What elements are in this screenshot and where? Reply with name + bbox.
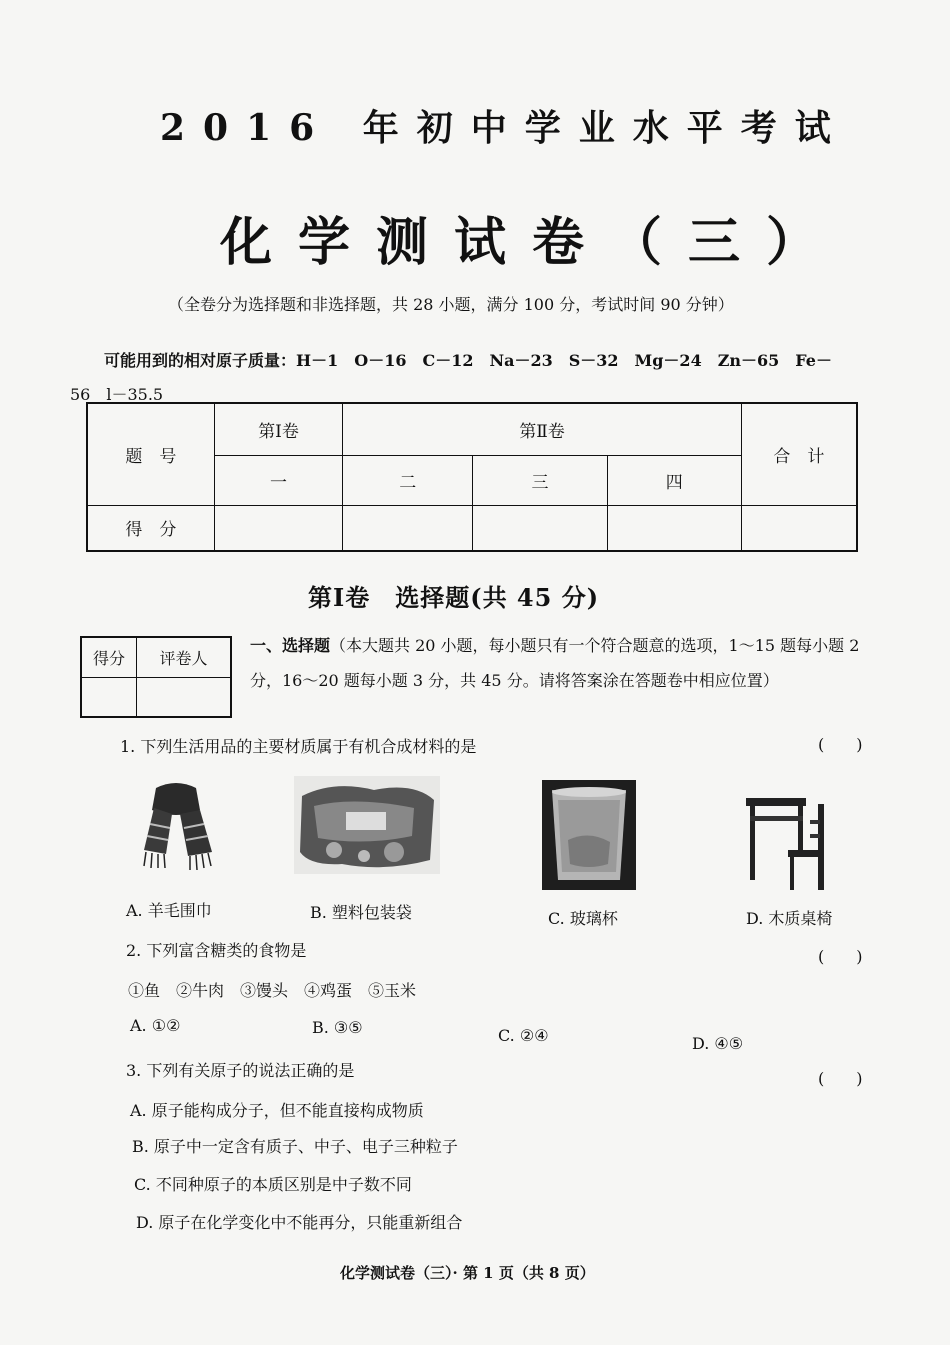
instr-text: （本大题共 20 小题，每小题只有一个符合题意的选项，1～15 题每小题 2 分，16～20 题每小题 3 分，共 45 分。请将答案涂在答题卷中相应位置）	[250, 636, 860, 690]
q3-answer-paren[interactable]: ( )	[818, 1069, 863, 1088]
grader-person-label: 评卷人	[137, 637, 232, 677]
score-cell-3[interactable]	[473, 505, 607, 551]
instr-heading: 一、选择题	[250, 636, 331, 655]
score-table-score-label: 得 分	[87, 505, 214, 551]
q3-option-a[interactable]: A. 原子能构成分子，但不能直接构成物质	[130, 1101, 424, 1120]
q1-option-d[interactable]: D. 木质桌椅	[746, 909, 833, 928]
section1-instructions	[250, 628, 860, 698]
q3-stem: 3. 下列有关原子的说法正确的是	[126, 1061, 355, 1080]
q1-answer-paren[interactable]: ( )	[818, 735, 863, 754]
score-cell-1[interactable]	[214, 505, 342, 551]
grader-box	[80, 636, 232, 718]
q1-option-b[interactable]: B. 塑料包装袋	[310, 903, 412, 922]
score-table-part2: 第Ⅱ卷	[343, 403, 742, 455]
wooden-desk-chair-image	[744, 790, 838, 894]
atomic-masses-line2: 56 l－35.5	[70, 385, 164, 404]
plastic-bag-image	[294, 776, 440, 874]
q3-option-d[interactable]: D. 原子在化学变化中不能再分，只能重新组合	[136, 1213, 463, 1232]
grader-score-label: 得分	[81, 637, 137, 677]
score-table-col-1: 一	[214, 455, 342, 505]
exam-subtitle: （全卷分为选择题和非选择题，共 28 小题，满分 100 分，考试时间 90 分钟）	[168, 295, 734, 314]
scarf-image	[126, 780, 226, 880]
exam-title-line2: 化学测试卷（三）	[220, 212, 845, 273]
q2-option-c[interactable]: C. ②④	[498, 1026, 549, 1045]
score-cell-4[interactable]	[607, 505, 741, 551]
grader-score-cell[interactable]	[81, 677, 137, 717]
score-cell-total[interactable]	[741, 505, 857, 551]
score-table-part1: 第Ⅰ卷	[214, 403, 342, 455]
q2-option-b[interactable]: B. ③⑤	[312, 1018, 363, 1037]
score-table-col-2: 二	[343, 455, 473, 505]
q3-option-b[interactable]: B. 原子中一定含有质子、中子、电子三种粒子	[132, 1137, 458, 1156]
q2-stem: 2. 下列富含糖类的食物是	[126, 941, 307, 960]
q2-items: ①鱼 ②牛肉 ③馒头 ④鸡蛋 ⑤玉米	[128, 981, 417, 1000]
grader-person-cell[interactable]	[137, 677, 232, 717]
q1-option-c[interactable]: C. 玻璃杯	[548, 909, 618, 928]
score-table	[86, 402, 858, 552]
section1-title: 第Ⅰ卷 选择题(共 45 分)	[308, 583, 600, 612]
score-table-col-4: 四	[607, 455, 741, 505]
q2-option-d[interactable]: D. ④⑤	[692, 1034, 744, 1053]
q2-option-a[interactable]: A. ①②	[130, 1016, 181, 1035]
score-table-col-3: 三	[473, 455, 607, 505]
score-table-question-label: 题 号	[87, 403, 214, 505]
q1-stem: 1. 下列生活用品的主要材质属于有机合成材料的是	[120, 737, 477, 756]
atomic-masses-line1: 可能用到的相对原子质量：H－1 O－16 C－12 Na－23 S－32 Mg－24 Zn－65 Fe－	[104, 351, 832, 370]
glass-cup-image	[542, 780, 636, 890]
q3-option-c[interactable]: C. 不同种原子的本质区别是中子数不同	[134, 1175, 412, 1194]
q2-answer-paren[interactable]: ( )	[818, 947, 863, 966]
q1-option-a[interactable]: A. 羊毛围巾	[126, 901, 212, 920]
score-cell-2[interactable]	[343, 505, 473, 551]
score-table-total: 合 计	[741, 403, 857, 505]
page-footer: 化学测试卷（三）· 第 1 页（共 8 页）	[340, 1264, 595, 1282]
exam-title-line1: 2016 年初中学业水平考试	[160, 107, 849, 149]
